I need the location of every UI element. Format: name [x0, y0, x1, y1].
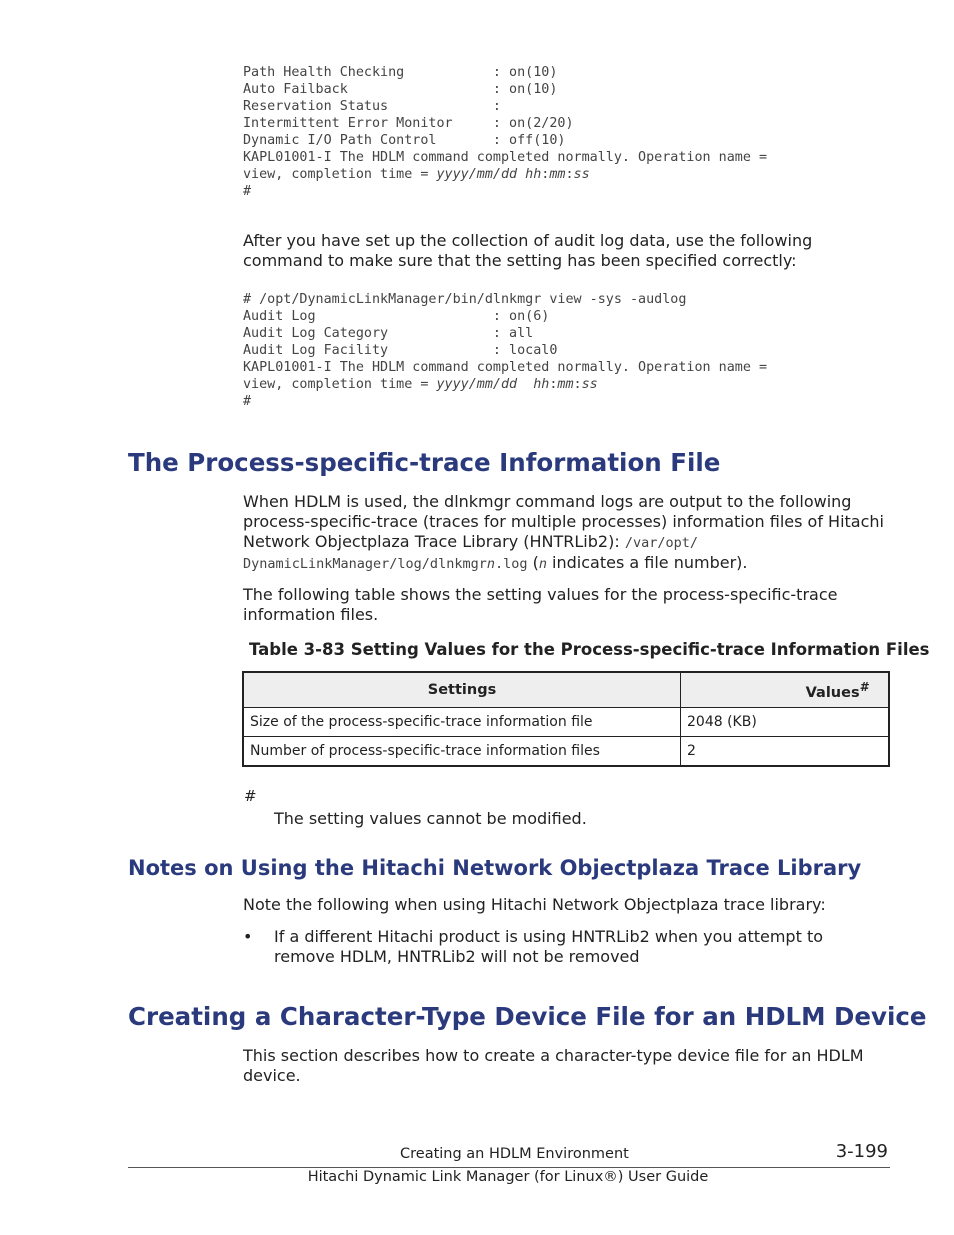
table-header-row	[243, 672, 889, 708]
header-settings: Settings	[243, 672, 681, 708]
table-caption: Table 3-83 Setting Values for the Process-specific-trace Information Files	[249, 640, 930, 659]
footer-divider	[128, 1167, 890, 1168]
footnote-mark: #	[244, 787, 257, 805]
cell-value: 2048 (KB)	[681, 708, 890, 737]
code-line: Audit Log Category : all	[243, 326, 534, 341]
cell-value: 2	[681, 737, 890, 767]
cell-setting: Size of the process-specific-trace information file	[243, 708, 681, 737]
code-line: Intermittent Error Monitor : on(2/20)	[243, 116, 574, 131]
cell-setting: Number of process-specific-trace information files	[243, 737, 681, 767]
code-prompt: #	[243, 394, 252, 409]
bullet-item-text: If a different Hitachi product is using HNTRLib2 when you attempt to remove HDLM, HNTRLib2 will not be removed	[274, 927, 823, 966]
table-row	[243, 708, 889, 737]
footnote-marker: #	[859, 679, 868, 694]
header-values: Values#	[681, 672, 890, 708]
heading-process-trace: The Process-specific-trace Information File	[128, 448, 721, 477]
heading-notes-trace-library: Notes on Using the Hitachi Network Objectplaza Trace Library	[128, 856, 862, 880]
settings-table	[242, 671, 890, 767]
code-line: Audit Log : on(6)	[243, 309, 550, 324]
code-block-audlog	[243, 291, 767, 410]
code-line: KAPL01001-I The HDLM command completed normally. Operation name =	[243, 360, 768, 375]
code-prompt: #	[243, 184, 252, 199]
paragraph-trace-files: When HDLM is used, the dlnkmgr command logs are output to the following process-specific-trace (traces for multiple processes) information files of Hitachi Network Objectplaza Trace Library (HNTRLib2): /var/opt/ DynamicLinkManager/log/dlnkmgrn.log (n indicates a file number).	[243, 492, 884, 572]
footer-guide-title: Hitachi Dynamic Link Manager (for Linux®) User Guide	[307, 1169, 709, 1185]
paragraph-notes: Note the following when using Hitachi Network Objectplaza trace library:	[243, 895, 826, 914]
bullet-icon: •	[243, 927, 253, 946]
code-line: KAPL01001-I The HDLM command completed normally. Operation name =	[243, 150, 768, 165]
code-line: Path Health Checking : on(10)	[243, 65, 558, 80]
code-line: Dynamic I/O Path Control : off(10)	[243, 133, 566, 148]
code-line: Audit Log Facility : local0	[243, 343, 558, 358]
code-line: Auto Failback : on(10)	[243, 82, 558, 97]
footnote-text: The setting values cannot be modified.	[274, 809, 587, 828]
paragraph-character-device: This section describes how to create a character-type device file for an HDLM device.	[243, 1046, 864, 1085]
code-line: view, completion time = yyyy/mm/dd hh:mm:ss	[243, 377, 598, 392]
code-line: Reservation Status :	[243, 99, 501, 114]
paragraph-table-intro: The following table shows the setting values for the process-specific-trace information files.	[243, 585, 838, 624]
page-number: 3-199	[835, 1141, 888, 1162]
code-block-view-sys	[243, 64, 767, 200]
table-row	[243, 737, 889, 767]
code-line: view, completion time = yyyy/mm/dd hh:mm:ss	[243, 167, 590, 182]
footer-chapter-title: Creating an HDLM Environment	[400, 1146, 629, 1162]
code-line: # /opt/DynamicLinkManager/bin/dlnkmgr view -sys -audlog	[243, 292, 687, 307]
paragraph-audit-log: After you have set up the collection of audit log data, use the following command to make sure that the setting has been specified correctly:	[243, 231, 813, 270]
heading-character-device: Creating a Character-Type Device File for an HDLM Device	[128, 1002, 927, 1031]
